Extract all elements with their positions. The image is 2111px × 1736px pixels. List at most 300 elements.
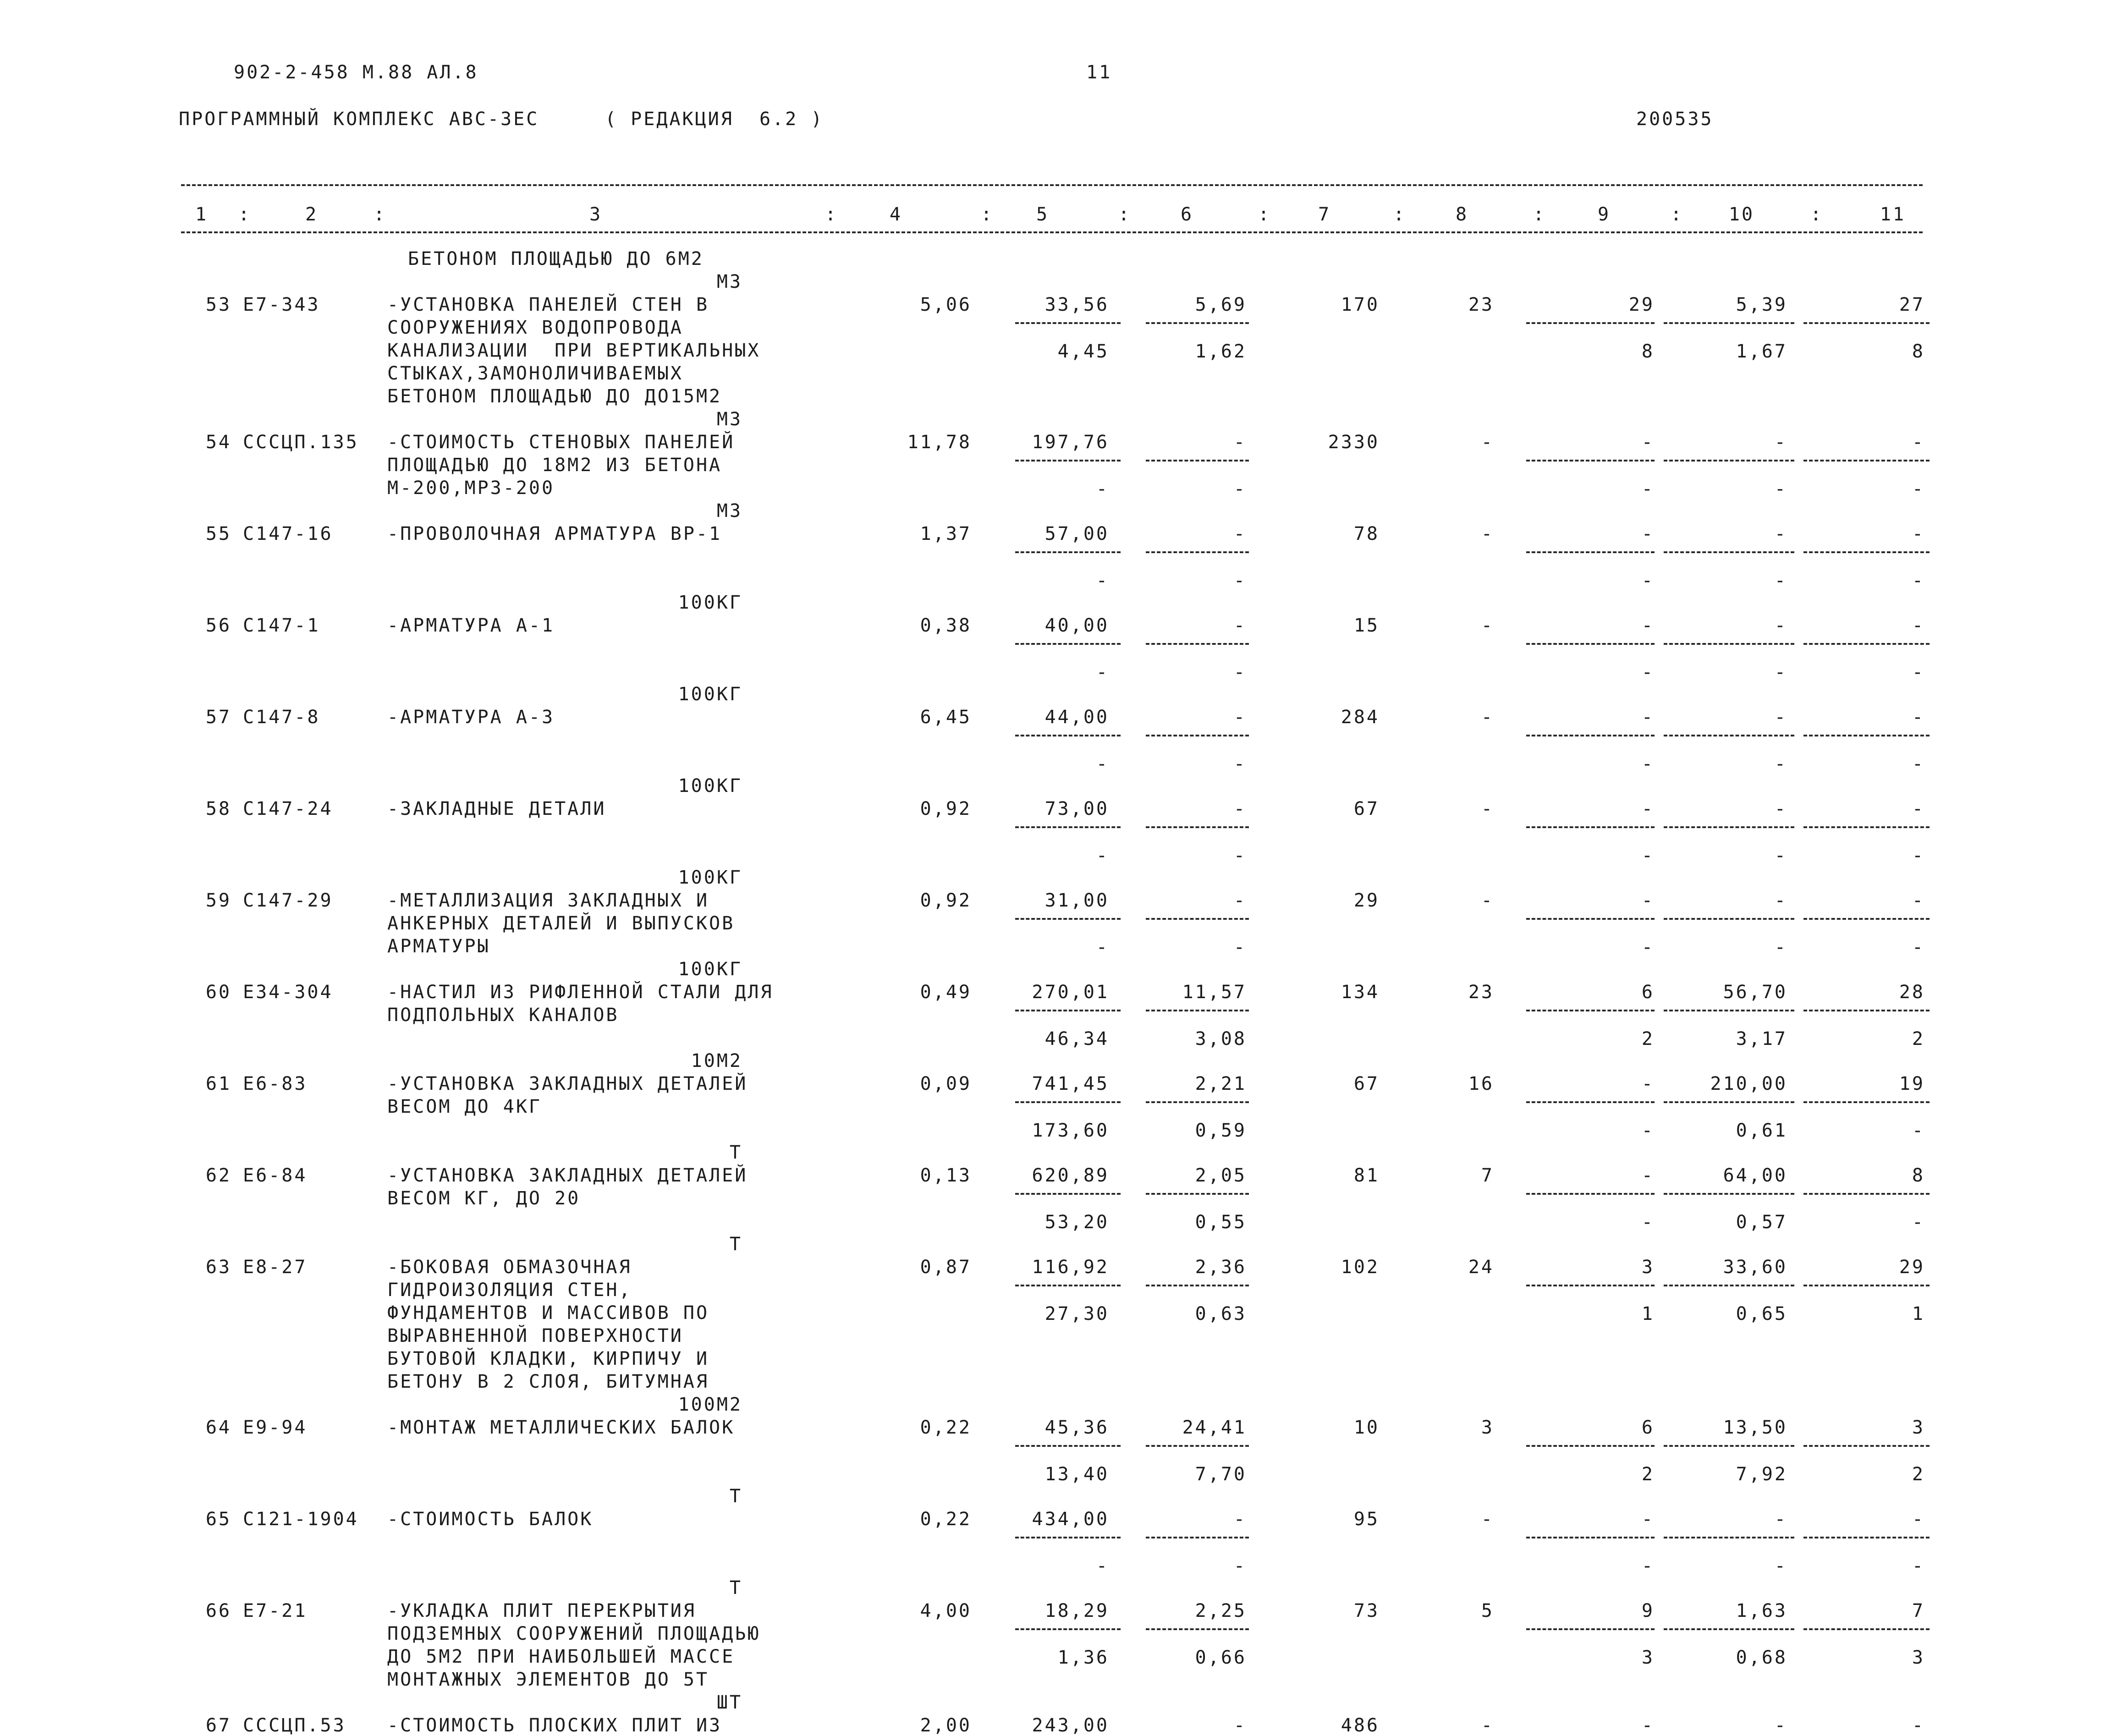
cell-c11b: - xyxy=(1912,478,1925,500)
row-unit: 100КГ xyxy=(678,775,742,797)
cell-c10: 33,60 xyxy=(1723,1257,1787,1278)
cell-c9: - xyxy=(1641,798,1655,819)
cell-c9: - xyxy=(1641,1509,1655,1530)
cell-c5b: - xyxy=(1096,570,1109,591)
row-description-line: ВЕСОМ ДО 4КГ xyxy=(387,1096,542,1117)
column-separator: : xyxy=(1533,204,1546,225)
cell-c5: 73,00 xyxy=(1045,798,1109,819)
cell-divider xyxy=(1664,460,1794,461)
cell-c11b: - xyxy=(1912,937,1925,958)
cell-divider xyxy=(1664,1537,1794,1538)
row-number: 61 xyxy=(205,1073,231,1094)
row-description-line: БЕТОНОМ ПЛОЩАДЬЮ ДО ДО15М2 xyxy=(387,386,722,407)
cell-divider xyxy=(1146,1101,1249,1103)
row-number: 65 xyxy=(205,1509,231,1530)
carry-over-desc: БЕТОНОМ ПЛОЩАДЬЮ ДО 6М2 xyxy=(408,248,704,269)
row-description-line: -ЗАКЛАДНЫЕ ДЕТАЛИ xyxy=(387,798,606,819)
row-description-line: ПОДПОЛЬНЫХ КАНАЛОВ xyxy=(387,1005,619,1026)
cell-c9: - xyxy=(1641,432,1655,453)
cell-divider xyxy=(1526,1010,1655,1011)
column-header-5: 5 xyxy=(1036,204,1050,225)
cell-divider xyxy=(1146,918,1249,920)
cell-c9: - xyxy=(1641,1165,1655,1186)
cell-c5b: 1,36 xyxy=(1057,1647,1109,1668)
column-separator: : xyxy=(1393,204,1407,225)
cell-c7: 15 xyxy=(1353,615,1380,636)
cell-c6b: 7,70 xyxy=(1195,1464,1247,1485)
cell-c8: 23 xyxy=(1468,294,1494,315)
row-description-line: -СТОИМОСТЬ БАЛОК xyxy=(387,1509,594,1530)
cell-c9b: - xyxy=(1641,1212,1655,1233)
cell-c10: 210,00 xyxy=(1710,1073,1787,1094)
cell-c5: 270,01 xyxy=(1032,982,1109,1003)
cell-c7: 170 xyxy=(1341,294,1380,315)
cell-c5: 44,00 xyxy=(1045,707,1109,728)
edition: ( РЕДАКЦИЯ 6.2 ) xyxy=(605,109,824,130)
row-description-line: -УСТАНОВКА ЗАКЛАДНЫХ ДЕТАЛЕЙ xyxy=(387,1165,748,1186)
cell-c5b: - xyxy=(1096,845,1109,866)
cell-c11: - xyxy=(1912,1715,1925,1736)
cell-c8: - xyxy=(1481,707,1494,728)
cell-c10b: 7,92 xyxy=(1736,1464,1787,1485)
cell-divider xyxy=(1803,643,1930,645)
cell-c11b: 3 xyxy=(1912,1647,1925,1668)
cell-divider xyxy=(1015,1537,1121,1538)
cell-c10: 56,70 xyxy=(1723,982,1787,1003)
program-name: ПРОГРАММНЫЙ КОМПЛЕКС АВС-ЗЕС xyxy=(179,109,539,130)
row-code: Е8-27 xyxy=(243,1257,308,1278)
cell-divider xyxy=(1146,1010,1249,1011)
cell-divider xyxy=(1146,1628,1249,1630)
cell-c5b: - xyxy=(1096,478,1109,500)
cell-divider xyxy=(1526,918,1655,920)
cell-divider xyxy=(1664,826,1794,828)
cell-c11: 8 xyxy=(1912,1165,1925,1186)
cell-divider xyxy=(1526,1628,1655,1630)
cell-c9b: 2 xyxy=(1641,1028,1655,1049)
cell-c11: - xyxy=(1912,615,1925,636)
cell-c6: 24,41 xyxy=(1182,1417,1247,1438)
row-unit: Т xyxy=(729,1577,742,1599)
cell-c11: - xyxy=(1912,890,1925,911)
cell-c9b: - xyxy=(1641,845,1655,866)
cell-c7: 73 xyxy=(1353,1600,1380,1621)
column-separator: : xyxy=(825,204,838,225)
cell-c5: 243,00 xyxy=(1032,1715,1109,1736)
cell-c9: - xyxy=(1641,707,1655,728)
row-number: 63 xyxy=(205,1257,231,1278)
cell-c9: - xyxy=(1641,523,1655,544)
cell-c9: 3 xyxy=(1641,1257,1655,1278)
cell-c11: - xyxy=(1912,1509,1925,1530)
cell-c5b: 53,20 xyxy=(1045,1212,1109,1233)
cell-c5: 31,00 xyxy=(1045,890,1109,911)
cell-divider xyxy=(1526,1285,1655,1286)
cell-c9: - xyxy=(1641,890,1655,911)
cell-c11b: - xyxy=(1912,1120,1925,1141)
cell-divider xyxy=(1146,1537,1249,1538)
cell-c6: - xyxy=(1233,798,1247,819)
row-description-line: ДО 5М2 ПРИ НАИБОЛЬШЕЙ МАССЕ xyxy=(387,1646,735,1667)
cell-c8: - xyxy=(1481,523,1494,544)
cell-c10: 1,63 xyxy=(1736,1600,1787,1621)
cell-c10: - xyxy=(1774,615,1787,636)
row-number: 56 xyxy=(205,615,231,636)
cell-c11b: - xyxy=(1912,662,1925,683)
cell-c10: - xyxy=(1774,1509,1787,1530)
cell-c4: 0,87 xyxy=(920,1257,972,1278)
row-code: С147-16 xyxy=(243,523,333,544)
cell-c10: - xyxy=(1774,707,1787,728)
column-header-1: 1 xyxy=(195,204,209,225)
row-unit: 100КГ xyxy=(678,867,742,888)
row-number: 59 xyxy=(205,890,231,911)
cell-c9b: - xyxy=(1641,478,1655,500)
row-description-line: АНКЕРНЫХ ДЕТАЛЕЙ И ВЫПУСКОВ xyxy=(387,913,735,934)
column-separator: : xyxy=(238,204,252,225)
cell-c6: - xyxy=(1233,615,1247,636)
cell-divider xyxy=(1526,1445,1655,1447)
cell-c5: 45,36 xyxy=(1045,1417,1109,1438)
row-code: С147-29 xyxy=(243,890,333,911)
cell-c5b: 46,34 xyxy=(1045,1028,1109,1049)
cell-divider xyxy=(1526,1101,1655,1103)
row-description-line: СТЫКАХ,ЗАМОНОЛИЧИВАЕМЫХ xyxy=(387,363,683,384)
cell-c5: 18,29 xyxy=(1045,1600,1109,1621)
cell-c11: 29 xyxy=(1899,1257,1925,1278)
row-code: Е7-343 xyxy=(243,294,320,315)
row-code: С147-24 xyxy=(243,798,333,819)
cell-divider xyxy=(1803,1285,1930,1286)
cell-divider xyxy=(1526,1193,1655,1195)
cell-c9b: - xyxy=(1641,1555,1655,1577)
column-separator: : xyxy=(981,204,994,225)
cell-c10: 13,50 xyxy=(1723,1417,1787,1438)
row-description-line: ПОДЗЕМНЫХ СООРУЖЕНИЙ ПЛОЩАДЬЮ xyxy=(387,1623,761,1644)
cell-c11: 19 xyxy=(1899,1073,1925,1094)
cell-c9: 6 xyxy=(1641,982,1655,1003)
row-number: 60 xyxy=(205,982,231,1003)
cell-divider xyxy=(1526,826,1655,828)
cell-c10b: - xyxy=(1774,845,1787,866)
cell-c6b: - xyxy=(1233,570,1247,591)
cell-c5: 434,00 xyxy=(1032,1509,1109,1530)
cell-c9b: - xyxy=(1641,1120,1655,1141)
row-code: Е6-83 xyxy=(243,1073,308,1094)
cell-c10: - xyxy=(1774,890,1787,911)
row-code: Е7-21 xyxy=(243,1600,308,1621)
cell-c4: 0,49 xyxy=(920,982,972,1003)
cell-c10b: 3,17 xyxy=(1736,1028,1787,1049)
cell-c9: - xyxy=(1641,1073,1655,1094)
row-number: 62 xyxy=(205,1165,231,1186)
row-description-line: -МЕТАЛЛИЗАЦИЯ ЗАКЛАДНЫХ И xyxy=(387,890,709,911)
row-unit: Т xyxy=(729,1234,742,1255)
cell-c6: 2,25 xyxy=(1195,1600,1247,1621)
cell-c8: - xyxy=(1481,890,1494,911)
cell-divider xyxy=(1803,918,1930,920)
cell-divider xyxy=(1664,1445,1794,1447)
row-description-line: -АРМАТУРА А-1 xyxy=(387,615,555,636)
doc-number: 200535 xyxy=(1636,109,1714,130)
cell-c9: - xyxy=(1641,1715,1655,1736)
cell-c9: 6 xyxy=(1641,1417,1655,1438)
cell-c10b: 0,68 xyxy=(1736,1647,1787,1668)
cell-divider xyxy=(1146,460,1249,461)
cell-c4: 0,38 xyxy=(920,615,972,636)
column-header-7: 7 xyxy=(1318,204,1331,225)
row-description-line: ПЛОЩАДЬЮ ДО 18М2 ИЗ БЕТОНА xyxy=(387,455,722,476)
cell-divider xyxy=(1015,1445,1121,1447)
cell-c10b: - xyxy=(1774,937,1787,958)
row-description-line: -МОНТАЖ МЕТАЛЛИЧЕСКИХ БАЛОК xyxy=(387,1417,735,1438)
cell-c11: - xyxy=(1912,707,1925,728)
cell-c9b: - xyxy=(1641,937,1655,958)
column-separator: : xyxy=(1671,204,1684,225)
cell-c11b: - xyxy=(1912,1212,1925,1233)
column-header-3: 3 xyxy=(589,204,603,225)
cell-divider xyxy=(1664,735,1794,736)
cell-c11: 28 xyxy=(1899,982,1925,1003)
row-description-line: ВЫРАВНЕННОЙ ПОВЕРХНОСТИ xyxy=(387,1325,683,1346)
cell-c4: 0,09 xyxy=(920,1073,972,1094)
cell-divider xyxy=(1803,1628,1930,1630)
cell-c6b: - xyxy=(1233,478,1247,500)
cell-c11: 3 xyxy=(1912,1417,1925,1438)
cell-c4: 1,37 xyxy=(920,523,972,544)
row-code: С121-1904 xyxy=(243,1509,359,1530)
cell-c6b: 0,66 xyxy=(1195,1647,1247,1668)
row-code: С147-8 xyxy=(243,707,320,728)
cell-c5b: - xyxy=(1096,662,1109,683)
cell-c10: - xyxy=(1774,432,1787,453)
cell-divider xyxy=(1803,1010,1930,1011)
cell-c11b: 2 xyxy=(1912,1028,1925,1049)
cell-c10b: - xyxy=(1774,753,1787,775)
cell-c9b: 2 xyxy=(1641,1464,1655,1485)
cell-c6b: 0,59 xyxy=(1195,1120,1247,1141)
cell-c4: 11,78 xyxy=(907,432,972,453)
row-description-line: МОНТАЖНЫХ ЭЛЕМЕНТОВ ДО 5Т xyxy=(387,1669,709,1690)
cell-c8: - xyxy=(1481,798,1494,819)
cell-c6b: - xyxy=(1233,1555,1247,1577)
table-head-rule xyxy=(181,231,1923,233)
cell-divider xyxy=(1015,460,1121,461)
cell-c5b: - xyxy=(1096,753,1109,775)
cell-divider xyxy=(1015,1101,1121,1103)
cell-divider xyxy=(1146,551,1249,553)
cell-c6: - xyxy=(1233,707,1247,728)
row-unit: ШТ xyxy=(716,1692,742,1713)
cell-c6b: - xyxy=(1233,845,1247,866)
cell-c6b: 1,62 xyxy=(1195,341,1247,362)
cell-c10b: - xyxy=(1774,570,1787,591)
row-code: Е9-94 xyxy=(243,1417,308,1438)
cell-c10: - xyxy=(1774,798,1787,819)
cell-c6b: - xyxy=(1233,753,1247,775)
cell-c4: 0,22 xyxy=(920,1417,972,1438)
cell-c8: - xyxy=(1481,1715,1494,1736)
cell-divider xyxy=(1526,551,1655,553)
cell-divider xyxy=(1015,322,1121,324)
cell-divider xyxy=(1146,735,1249,736)
cell-c11b: 2 xyxy=(1912,1464,1925,1485)
cell-c4: 0,92 xyxy=(920,890,972,911)
cell-c7: 67 xyxy=(1353,798,1380,819)
row-unit: 10М2 xyxy=(691,1050,742,1071)
cell-divider xyxy=(1803,735,1930,736)
cell-divider xyxy=(1803,826,1930,828)
row-description-line: -УКЛАДКА ПЛИТ ПЕРЕКРЫТИЯ xyxy=(387,1600,696,1621)
cell-c10: 64,00 xyxy=(1723,1165,1787,1186)
cell-c7: 102 xyxy=(1341,1257,1380,1278)
cell-c6: 2,05 xyxy=(1195,1165,1247,1186)
row-code: С147-1 xyxy=(243,615,320,636)
cell-c6: 11,57 xyxy=(1182,982,1247,1003)
cell-c6b: - xyxy=(1233,662,1247,683)
cell-c6: 5,69 xyxy=(1195,294,1247,315)
row-number: 67 xyxy=(205,1715,231,1736)
column-header-9: 9 xyxy=(1597,204,1611,225)
cell-divider xyxy=(1664,1101,1794,1103)
cell-c11: 7 xyxy=(1912,1600,1925,1621)
cell-divider xyxy=(1146,1445,1249,1447)
cell-divider xyxy=(1015,643,1121,645)
cell-c7: 81 xyxy=(1353,1165,1380,1186)
cell-divider xyxy=(1015,551,1121,553)
cell-divider xyxy=(1664,322,1794,324)
cell-divider xyxy=(1015,1285,1121,1286)
row-code: Е6-84 xyxy=(243,1165,308,1186)
cell-c10: 5,39 xyxy=(1736,294,1787,315)
cell-c11: - xyxy=(1912,798,1925,819)
cell-c7: 284 xyxy=(1341,707,1380,728)
cell-c8: - xyxy=(1481,1509,1494,1530)
cell-divider xyxy=(1664,1010,1794,1011)
column-header-11: 11 xyxy=(1880,204,1906,225)
row-code: СССЦП.53 xyxy=(243,1715,346,1736)
cell-divider xyxy=(1146,322,1249,324)
row-description-line: ФУНДАМЕНТОВ И МАССИВОВ ПО xyxy=(387,1302,709,1324)
cell-divider xyxy=(1664,1193,1794,1195)
cell-divider xyxy=(1015,1628,1121,1630)
cell-c5: 33,56 xyxy=(1045,294,1109,315)
cell-divider xyxy=(1015,826,1121,828)
cell-divider xyxy=(1664,1628,1794,1630)
cell-c10: - xyxy=(1774,523,1787,544)
cell-c7: 486 xyxy=(1341,1715,1380,1736)
row-number: 58 xyxy=(205,798,231,819)
cell-c10b: 0,57 xyxy=(1736,1212,1787,1233)
cell-c11: - xyxy=(1912,523,1925,544)
cell-divider xyxy=(1526,643,1655,645)
column-header-8: 8 xyxy=(1455,204,1469,225)
row-number: 64 xyxy=(205,1417,231,1438)
cell-c7: 134 xyxy=(1341,982,1380,1003)
cell-c7: 29 xyxy=(1353,890,1380,911)
cell-c5b: 13,40 xyxy=(1045,1464,1109,1485)
cell-c5b: - xyxy=(1096,1555,1109,1577)
cell-c8: 24 xyxy=(1468,1257,1494,1278)
cell-c4: 0,22 xyxy=(920,1509,972,1530)
cell-c11: 27 xyxy=(1899,294,1925,315)
cell-c5: 116,92 xyxy=(1032,1257,1109,1278)
column-separator: : xyxy=(1258,204,1271,225)
cell-c6: - xyxy=(1233,432,1247,453)
cell-c5: 197,76 xyxy=(1032,432,1109,453)
row-description-line: -АРМАТУРА А-3 xyxy=(387,707,555,728)
row-description-line: ГИДРОИЗОЛЯЦИЯ СТЕН, xyxy=(387,1280,632,1301)
cell-c11b: 8 xyxy=(1912,341,1925,362)
row-number: 57 xyxy=(205,707,231,728)
cell-c9b: 8 xyxy=(1641,341,1655,362)
row-description-line: КАНАЛИЗАЦИИ ПРИ ВЕРТИКАЛЬНЫХ xyxy=(387,340,761,361)
row-description-line: -НАСТИЛ ИЗ РИФЛЕННОЙ СТАЛИ ДЛЯ xyxy=(387,982,774,1003)
cell-c6: 2,36 xyxy=(1195,1257,1247,1278)
column-separator: : xyxy=(1118,204,1132,225)
cell-c6: 2,21 xyxy=(1195,1073,1247,1094)
cell-divider xyxy=(1803,1537,1930,1538)
row-unit: Т xyxy=(729,1486,742,1507)
cell-c4: 2,00 xyxy=(920,1715,972,1736)
cell-c4: 0,13 xyxy=(920,1165,972,1186)
cell-divider xyxy=(1526,322,1655,324)
column-separator: : xyxy=(1810,204,1824,225)
row-description-line: -БОКОВАЯ ОБМАЗОЧНАЯ xyxy=(387,1257,632,1278)
cell-c6: - xyxy=(1233,1715,1247,1736)
cell-divider xyxy=(1015,1193,1121,1195)
cell-c9b: - xyxy=(1641,753,1655,775)
cell-c6b: 0,63 xyxy=(1195,1303,1247,1324)
doc-code: 902-2-458 М.88 АЛ.8 xyxy=(234,62,478,83)
cell-c10b: 0,61 xyxy=(1736,1120,1787,1141)
cell-c7: 67 xyxy=(1353,1073,1380,1094)
cell-c5: 741,45 xyxy=(1032,1073,1109,1094)
cell-divider xyxy=(1803,551,1930,553)
cell-c5b: 173,60 xyxy=(1032,1120,1109,1141)
row-code: Е34-304 xyxy=(243,982,333,1003)
cell-c11b: - xyxy=(1912,753,1925,775)
cell-c5: 620,89 xyxy=(1032,1165,1109,1186)
row-description-line: -СТОИМОСТЬ ПЛОСКИХ ПЛИТ ИЗ xyxy=(387,1715,722,1736)
cell-divider xyxy=(1664,1285,1794,1286)
row-unit: Т xyxy=(729,1142,742,1163)
cell-c7: 78 xyxy=(1353,523,1380,544)
row-number: 53 xyxy=(205,294,231,315)
cell-divider xyxy=(1803,1445,1930,1447)
cell-c10b: 1,67 xyxy=(1736,341,1787,362)
cell-c5b: 27,30 xyxy=(1045,1303,1109,1324)
cell-divider xyxy=(1664,918,1794,920)
table-top-rule xyxy=(181,184,1923,186)
column-separator: : xyxy=(374,204,387,225)
cell-c8: 5 xyxy=(1481,1600,1494,1621)
cell-c9: 9 xyxy=(1641,1600,1655,1621)
column-header-2: 2 xyxy=(305,204,319,225)
row-unit: 100КГ xyxy=(678,959,742,980)
cell-c11b: - xyxy=(1912,845,1925,866)
cell-c8: 16 xyxy=(1468,1073,1494,1094)
cell-divider xyxy=(1526,735,1655,736)
cell-divider xyxy=(1146,1285,1249,1286)
row-description-line: -УСТАНОВКА ПАНЕЛЕЙ СТЕН В xyxy=(387,294,709,315)
cell-c10b: - xyxy=(1774,662,1787,683)
cell-c9: 29 xyxy=(1628,294,1655,315)
row-number: 66 xyxy=(205,1600,231,1621)
cell-divider xyxy=(1803,460,1930,461)
carry-over-unit: М3 xyxy=(716,271,742,292)
row-unit: 100КГ xyxy=(678,684,742,705)
